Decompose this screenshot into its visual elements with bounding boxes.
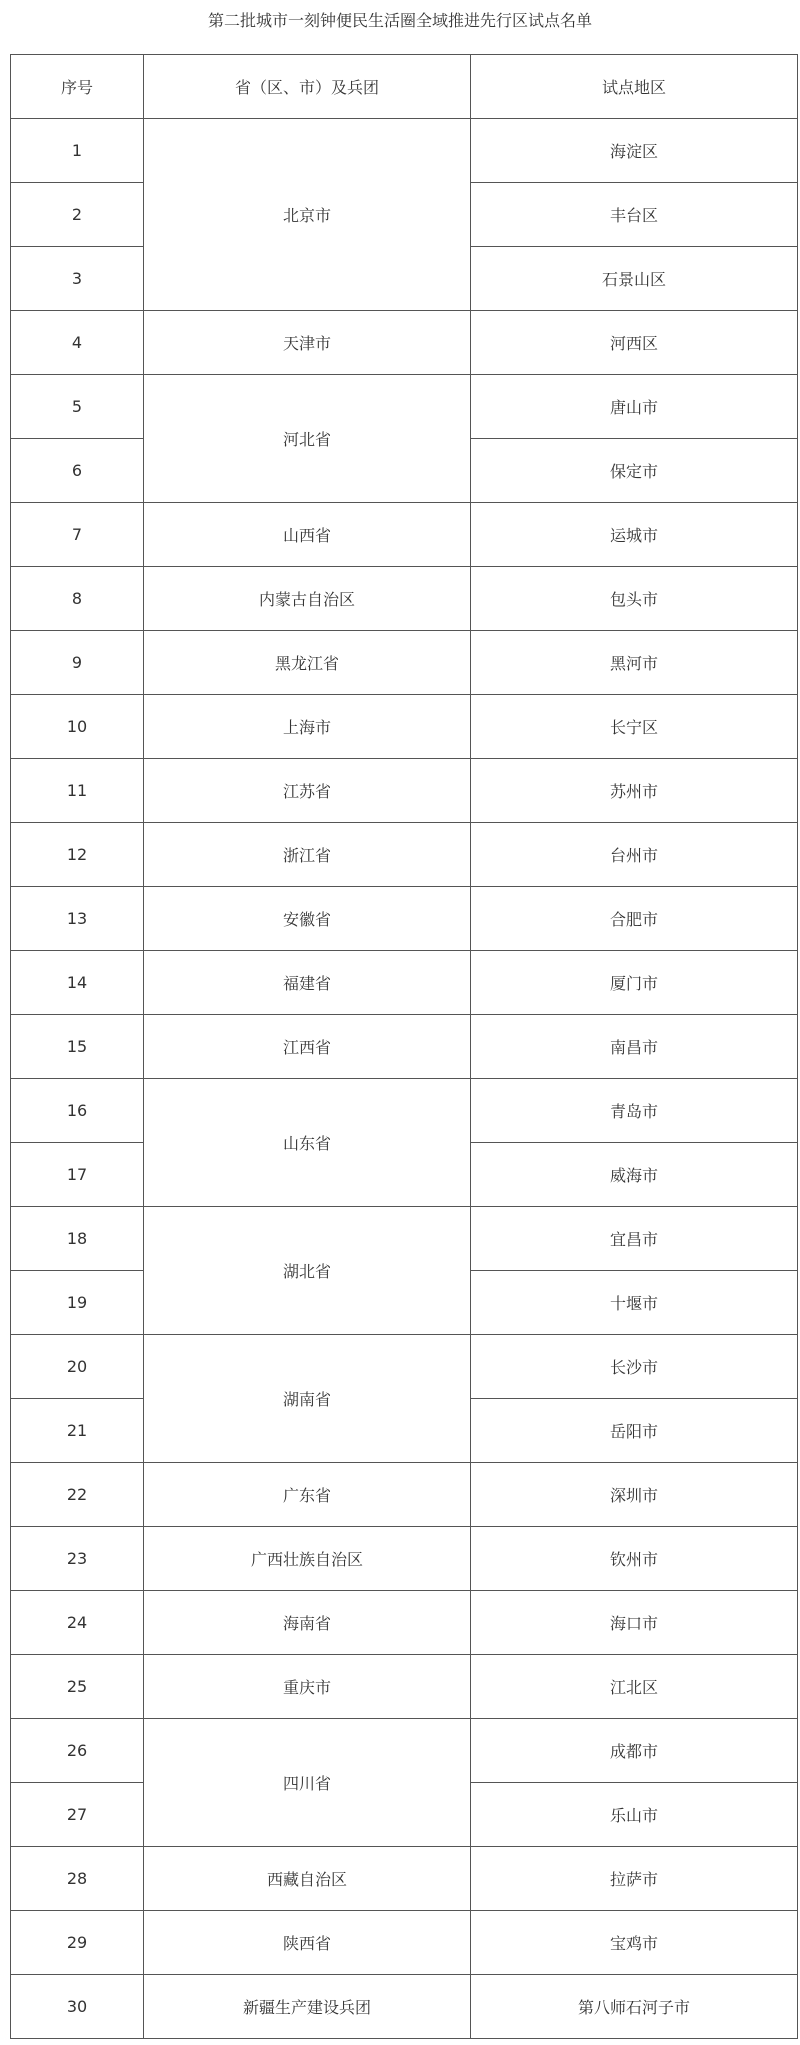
cell-pilot-area: 运城市 bbox=[471, 503, 798, 567]
table-body bbox=[11, 119, 798, 2039]
cell-serial-number: 6 bbox=[11, 439, 144, 503]
cell-province: 海南省 bbox=[144, 1591, 471, 1655]
cell-province: 上海市 bbox=[144, 695, 471, 759]
cell-pilot-area: 江北区 bbox=[471, 1655, 798, 1719]
cell-serial-number: 23 bbox=[11, 1527, 144, 1591]
cell-pilot-area: 威海市 bbox=[471, 1143, 798, 1207]
cell-province: 天津市 bbox=[144, 311, 471, 375]
cell-pilot-area: 钦州市 bbox=[471, 1527, 798, 1591]
cell-serial-number: 21 bbox=[11, 1399, 144, 1463]
cell-serial-number: 8 bbox=[11, 567, 144, 631]
cell-pilot-area: 宜昌市 bbox=[471, 1207, 798, 1271]
cell-pilot-area: 十堰市 bbox=[471, 1271, 798, 1335]
cell-pilot-area: 拉萨市 bbox=[471, 1847, 798, 1911]
table-row bbox=[11, 1719, 798, 1783]
cell-pilot-area: 丰台区 bbox=[471, 183, 798, 247]
cell-province: 湖南省 bbox=[144, 1335, 471, 1463]
cell-serial-number: 28 bbox=[11, 1847, 144, 1911]
cell-pilot-area: 第八师石河子市 bbox=[471, 1975, 798, 2039]
cell-serial-number: 22 bbox=[11, 1463, 144, 1527]
cell-pilot-area: 苏州市 bbox=[471, 759, 798, 823]
cell-pilot-area: 南昌市 bbox=[471, 1015, 798, 1079]
cell-serial-number: 9 bbox=[11, 631, 144, 695]
cell-pilot-area: 厦门市 bbox=[471, 951, 798, 1015]
cell-pilot-area: 石景山区 bbox=[471, 247, 798, 311]
cell-serial-number: 15 bbox=[11, 1015, 144, 1079]
cell-pilot-area: 包头市 bbox=[471, 567, 798, 631]
cell-province: 重庆市 bbox=[144, 1655, 471, 1719]
cell-pilot-area: 海口市 bbox=[471, 1591, 798, 1655]
cell-serial-number: 19 bbox=[11, 1271, 144, 1335]
cell-pilot-area: 长沙市 bbox=[471, 1335, 798, 1399]
cell-pilot-area: 唐山市 bbox=[471, 375, 798, 439]
table-row bbox=[11, 1207, 798, 1271]
cell-serial-number: 4 bbox=[11, 311, 144, 375]
cell-pilot-area: 宝鸡市 bbox=[471, 1911, 798, 1975]
cell-province: 山东省 bbox=[144, 1079, 471, 1207]
table-row bbox=[11, 567, 798, 631]
pilot-list-table bbox=[10, 54, 798, 2039]
cell-province: 北京市 bbox=[144, 119, 471, 311]
cell-serial-number: 11 bbox=[11, 759, 144, 823]
cell-pilot-area: 长宁区 bbox=[471, 695, 798, 759]
cell-serial-number: 2 bbox=[11, 183, 144, 247]
table-header-row bbox=[11, 55, 798, 119]
cell-pilot-area: 乐山市 bbox=[471, 1783, 798, 1847]
cell-serial-number: 13 bbox=[11, 887, 144, 951]
table-row bbox=[11, 503, 798, 567]
cell-province: 西藏自治区 bbox=[144, 1847, 471, 1911]
cell-serial-number: 3 bbox=[11, 247, 144, 311]
cell-province: 新疆生产建设兵团 bbox=[144, 1975, 471, 2039]
cell-province: 浙江省 bbox=[144, 823, 471, 887]
table-row bbox=[11, 631, 798, 695]
cell-pilot-area: 青岛市 bbox=[471, 1079, 798, 1143]
header-pilot-area: 试点地区 bbox=[471, 55, 798, 119]
table-row bbox=[11, 1655, 798, 1719]
cell-province: 四川省 bbox=[144, 1719, 471, 1847]
table-row bbox=[11, 759, 798, 823]
cell-province: 陕西省 bbox=[144, 1911, 471, 1975]
cell-province: 安徽省 bbox=[144, 887, 471, 951]
table-row bbox=[11, 1911, 798, 1975]
table-row bbox=[11, 1975, 798, 2039]
cell-serial-number: 1 bbox=[11, 119, 144, 183]
cell-province: 江西省 bbox=[144, 1015, 471, 1079]
cell-serial-number: 14 bbox=[11, 951, 144, 1015]
table-row bbox=[11, 1847, 798, 1911]
table-row bbox=[11, 1591, 798, 1655]
cell-pilot-area: 成都市 bbox=[471, 1719, 798, 1783]
cell-pilot-area: 海淀区 bbox=[471, 119, 798, 183]
table-row bbox=[11, 1527, 798, 1591]
table-row bbox=[11, 375, 798, 439]
table-row bbox=[11, 1335, 798, 1399]
cell-serial-number: 5 bbox=[11, 375, 144, 439]
cell-province: 河北省 bbox=[144, 375, 471, 503]
cell-serial-number: 24 bbox=[11, 1591, 144, 1655]
cell-province: 内蒙古自治区 bbox=[144, 567, 471, 631]
cell-serial-number: 26 bbox=[11, 1719, 144, 1783]
cell-serial-number: 30 bbox=[11, 1975, 144, 2039]
cell-serial-number: 17 bbox=[11, 1143, 144, 1207]
cell-serial-number: 12 bbox=[11, 823, 144, 887]
cell-province: 福建省 bbox=[144, 951, 471, 1015]
cell-province: 山西省 bbox=[144, 503, 471, 567]
cell-pilot-area: 台州市 bbox=[471, 823, 798, 887]
table-row bbox=[11, 695, 798, 759]
cell-province: 黑龙江省 bbox=[144, 631, 471, 695]
page-title: 第二批城市一刻钟便民生活圈全域推进先行区试点名单 bbox=[207, 11, 592, 30]
cell-serial-number: 10 bbox=[11, 695, 144, 759]
cell-serial-number: 18 bbox=[11, 1207, 144, 1271]
cell-serial-number: 27 bbox=[11, 1783, 144, 1847]
header-serial-number: 序号 bbox=[11, 55, 144, 119]
table-row bbox=[11, 1015, 798, 1079]
cell-pilot-area: 河西区 bbox=[471, 311, 798, 375]
cell-serial-number: 29 bbox=[11, 1911, 144, 1975]
cell-pilot-area: 合肥市 bbox=[471, 887, 798, 951]
header-province: 省（区、市）及兵团 bbox=[144, 55, 471, 119]
cell-pilot-area: 黑河市 bbox=[471, 631, 798, 695]
cell-province: 江苏省 bbox=[144, 759, 471, 823]
cell-province: 湖北省 bbox=[144, 1207, 471, 1335]
cell-pilot-area: 岳阳市 bbox=[471, 1399, 798, 1463]
table-row bbox=[11, 311, 798, 375]
table-row bbox=[11, 951, 798, 1015]
table-row bbox=[11, 887, 798, 951]
table-row bbox=[11, 1079, 798, 1143]
cell-serial-number: 7 bbox=[11, 503, 144, 567]
cell-pilot-area: 深圳市 bbox=[471, 1463, 798, 1527]
cell-province: 广西壮族自治区 bbox=[144, 1527, 471, 1591]
table-row bbox=[11, 823, 798, 887]
table-row bbox=[11, 119, 798, 183]
table-row bbox=[11, 1463, 798, 1527]
cell-serial-number: 20 bbox=[11, 1335, 144, 1399]
cell-serial-number: 16 bbox=[11, 1079, 144, 1143]
cell-serial-number: 25 bbox=[11, 1655, 144, 1719]
cell-pilot-area: 保定市 bbox=[471, 439, 798, 503]
cell-province: 广东省 bbox=[144, 1463, 471, 1527]
